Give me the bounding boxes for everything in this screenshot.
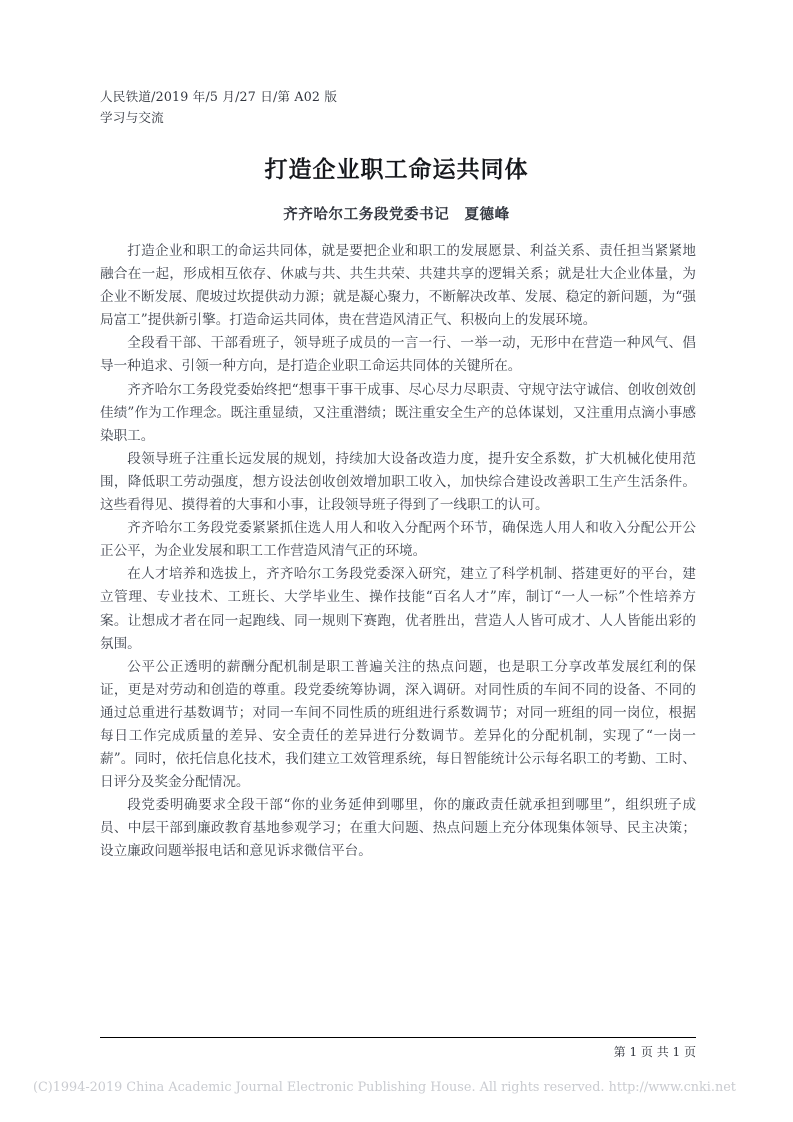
page-indicator: 第 1 页 共 1 页 xyxy=(613,1045,696,1059)
article-paragraph: 全段看干部、干部看班子，领导班子成员的一言一行、一举一动，无形中在营造一种风气、倡导一种追求、引领一种方向，是打造企业职工命运共同体的关键所在。 xyxy=(100,335,696,375)
article-paragraph: 齐齐哈尔工务段党委始终把“想事干事干成事、尽心尽力尽职责、守规守法守诚信、创收创效创佳绩”作为工作理念。既注重显绩，又注重潜绩；既注重安全生产的总体谋划，又注重用点滴小事感染职工。 xyxy=(100,381,696,444)
article-paragraph: 段党委明确要求全段干部“你的业务延伸到哪里，你的廉政责任就承担到哪里”，组织班子成员、中层干部到廉政教育基地参观学习；在重大问题、热点问题上充分体现集体领导、民主决策；设立廉政问题举报电话和意见诉求微信平台。 xyxy=(100,797,696,860)
article-paragraph: 齐齐哈尔工务段党委紧紧抓住选人用人和收入分配两个环节，确保选人用人和收入分配公开公正公平，为企业发展和职工工作营造风清气正的环境。 xyxy=(100,520,696,560)
article-body xyxy=(100,240,696,864)
copyright-notice: (C)1994-2019 China Academic Journal Electronic Publishing House. All rights reserved. http://www.cnki.net xyxy=(33,1080,736,1095)
article-paragraph: 在人才培养和选拔上，齐齐哈尔工务段党委深入研究，建立了科学机制、搭建更好的平台，建立管理、专业技术、工班长、大学毕业生、操作技能“百名人才”库，制订“一人一标”个性培养方案。让想成才者在同一起跑线、同一规则下赛跑，优者胜出，营造人人皆可成才、人人皆能出彩的氛围。 xyxy=(100,566,696,652)
footer-divider xyxy=(100,1037,696,1038)
publication-section-line: 学习与交流 xyxy=(100,110,164,125)
publication-header xyxy=(100,86,700,128)
article-title: 打造企业职工命运共同体 xyxy=(264,157,529,183)
article-byline: 齐齐哈尔工务段党委书记 夏德峰 xyxy=(283,207,510,223)
article-paragraph: 段领导班子注重长远发展的规划，持续加大设备改造力度，提升安全系数，扩大机械化使用范围，降低职工劳动强度，想方设法创收创效增加职工收入，加快综合建设改善职工生产生活条件。这些看得见、摸得着的大事和小事，让段领导班子得到了一线职工的认可。 xyxy=(100,450,696,514)
article-paragraph: 打造企业和职工的命运共同体，就是要把企业和职工的发展愿景、利益关系、责任担当紧紧地融合在一起，形成相互依存、休戚与共、共生共荣、共建共享的逻辑关系；就是壮大企业体量，为企业不断发展、爬坡过坎提供动力源；就是凝心聚力，不断解决改革、发展、稳定的新问题，为“强局富工”提供新引擎。打造命运共同体，贵在营造风清正气、积极向上的发展环境。 xyxy=(100,243,696,329)
article-paragraph: 公平公正透明的薪酬分配机制是职工普遍关注的热点问题，也是职工分享改革发展红利的保证，更是对劳动和创造的尊重。段党委统筹协调，深入调研。对同性质的车间不同的设备、不同的通过总重进行基数调节；对同一车间不同性质的班组进行系数调节；对同一班组的同一岗位，根据每日工作完成质量的差异、安全责任的差异进行分数调节。差异化的分配机制，实现了“一岗一薪”。同时，依托信息化技术，我们建立工效管理系统，每日智能统计公示每名职工的考勤、工时、日评分及奖金分配情况。 xyxy=(100,658,696,791)
publication-source-line: 人民铁道/2019 年/5 月/27 日/第 A02 版 xyxy=(100,89,338,104)
